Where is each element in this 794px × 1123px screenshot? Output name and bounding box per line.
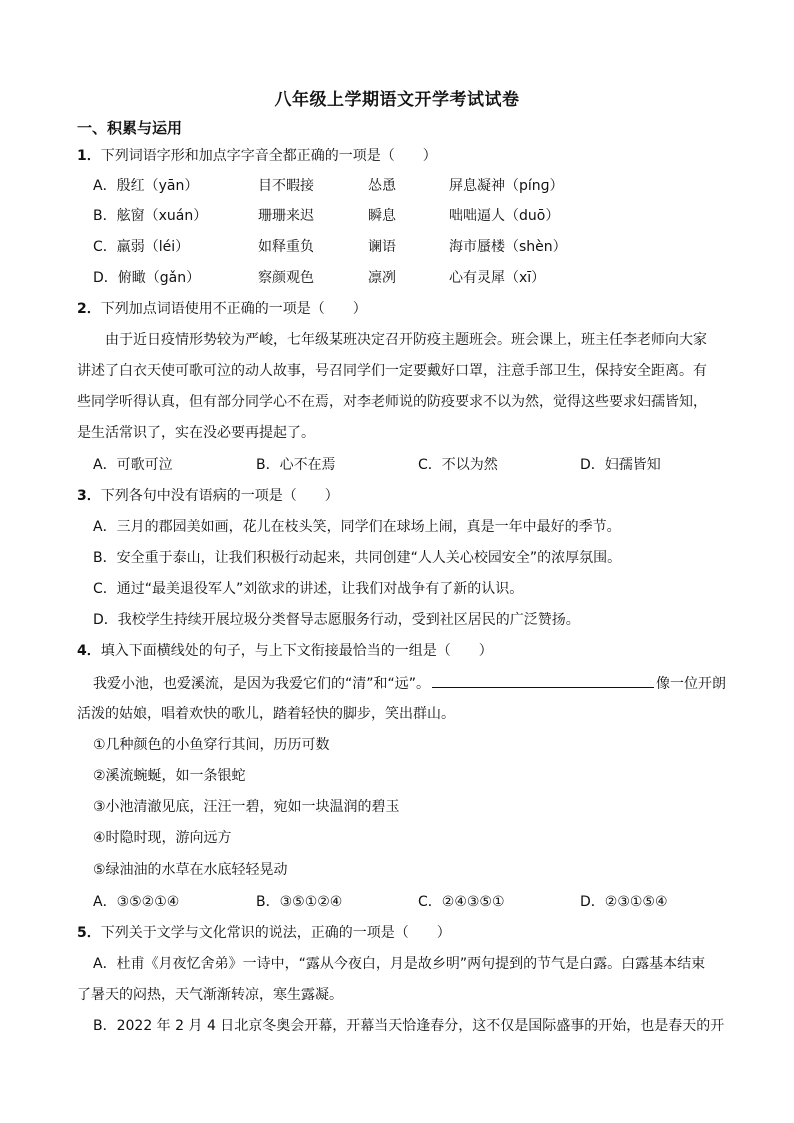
option-word: 谰语 — [368, 239, 396, 255]
option-word: 目不暇接 — [258, 178, 314, 194]
option-word: 凛冽 — [368, 270, 396, 286]
q2-option-a: A．可歌可泣 — [93, 457, 173, 473]
page-title: 八年级上学期语文开学考试试卷 — [274, 90, 520, 110]
q2-option-b: B．心不在焉 — [256, 457, 336, 473]
passage-line: 是生活常识了，实在没必要再提起了。 — [77, 425, 315, 441]
q4-option-c: C．②④③⑤① — [418, 894, 505, 910]
option-label: B．舷窗（xuán） — [93, 208, 208, 224]
section-heading: 一、积累与运用 — [77, 119, 183, 137]
q3-option-d: D．我校学生持续开展垃圾分类督导志愿服务行动，受到社区居民的广泛赞扬。 — [93, 612, 580, 628]
option-word: 咄咄逼人（duō） — [449, 208, 560, 224]
q2-option-d: D．妇孺皆知 — [580, 457, 661, 473]
q4-option-b: B．③⑤①②④ — [256, 894, 343, 910]
passage-line: 讲述了白衣天使可歌可泣的动人故事，号召同学们一定要戴好口罩，注意手部卫生，保持安全距离。有 — [77, 363, 707, 379]
question-stem: 下列词语字形和加点字字音全都正确的一项是（ ） — [100, 148, 437, 164]
question-1 — [77, 146, 437, 166]
sentence-item: ③小池清澈见底，汪汪一碧，宛如一块温润的碧玉 — [93, 799, 400, 815]
option-word: 怂恿 — [368, 178, 396, 194]
q3-option-c: C．通过“最美退役军人”刘欲求的讲述，让我们对战争有了新的认识。 — [93, 581, 524, 597]
question-number: 4． — [77, 643, 101, 659]
passage-line — [93, 673, 726, 694]
question-stem: 下列各句中没有语病的一项是（ ） — [100, 488, 339, 504]
question-number: 1． — [77, 148, 101, 164]
answer-blank[interactable] — [432, 673, 654, 688]
q3-option-a: A．三月的郡园美如画，花儿在枝头笑，同学们在球场上闹，真是一年中最好的季节。 — [93, 519, 621, 535]
option-word: 如释重负 — [258, 239, 314, 255]
option-label: D．俯瞰（gǎn） — [93, 270, 201, 286]
question-stem: 下列关于文学与文化常识的说法，正确的一项是（ ） — [100, 925, 451, 941]
question-number: 2． — [77, 301, 101, 317]
q5-option-a-line: A．杜甫《月夜忆舍弟》一诗中，“露从今夜白，月是故乡明”两句提到的节气是白露。白露基本结束 — [93, 956, 706, 972]
passage-line: 些同学听得认真，但有部分同学心不在焉，对李老师说的防疫要求不以为然，觉得这些要求妇孺皆知， — [77, 394, 707, 410]
passage-line: 由于近日疫情形势较为严峻，七年级某班决定召开防疫主题班会。班会课上，班主任李老师向大家 — [105, 332, 707, 348]
option-word: 瞬息 — [368, 208, 396, 224]
option-word: 海市蜃楼（shèn） — [449, 239, 567, 255]
question-4 — [77, 641, 493, 661]
q5-option-b-line: B．2022 年 2 月 4 日北京冬奥会开幕，开幕当天恰逢春分，这不仅是国际盛事的开始，也是春天的开 — [93, 1018, 725, 1034]
question-5 — [77, 923, 451, 943]
option-word: 心有灵犀（xī） — [449, 270, 546, 286]
q5-option-a-line: 了暑天的闷热，天气渐渐转凉，寒生露凝。 — [77, 987, 343, 1003]
sentence-item: ⑤绿油油的水草在水底轻轻晃动 — [93, 862, 288, 878]
sentence-item: ①几种颜色的小鱼穿行其间，历历可数 — [93, 737, 330, 753]
option-word: 珊珊来迟 — [258, 208, 314, 224]
q4-option-d: D．②③①⑤④ — [580, 894, 668, 910]
q2-option-c: C．不以为然 — [418, 457, 498, 473]
question-3 — [77, 486, 339, 506]
option-word: 察颜观色 — [258, 270, 314, 286]
q4-option-a: A．③⑤②①④ — [93, 894, 180, 910]
option-word: 屏息凝神（pínɡ） — [449, 178, 564, 194]
passage-text: 像一位开朗 — [656, 676, 727, 692]
sentence-item: ②溪流蜿蜒，如一条银蛇 — [93, 768, 246, 784]
option-label: A．殷红（yān） — [93, 178, 199, 194]
passage-text: 我爱小池，也爱溪流，是因为我爱它们的“清”和“远”。 — [93, 676, 431, 692]
passage-line: 活泼的姑娘，唱着欢快的歌儿，踏着轻快的脚步，笑出群山。 — [77, 706, 455, 722]
option-label: C．羸弱（léi） — [93, 239, 190, 255]
question-number: 5． — [77, 925, 101, 941]
question-stem: 下列加点词语使用不正确的一项是（ ） — [100, 301, 367, 317]
q3-option-b: B．安全重于泰山，让我们积极行动起来，共同创建“人人关心校园安全”的浓厚氛围。 — [93, 550, 622, 566]
question-number: 3． — [77, 488, 101, 504]
question-stem: 填入下面横线处的句子，与上下文衔接最恰当的一组是（ ） — [100, 643, 493, 659]
question-2 — [77, 299, 367, 319]
sentence-item: ④时隐时现，游向远方 — [93, 830, 232, 846]
